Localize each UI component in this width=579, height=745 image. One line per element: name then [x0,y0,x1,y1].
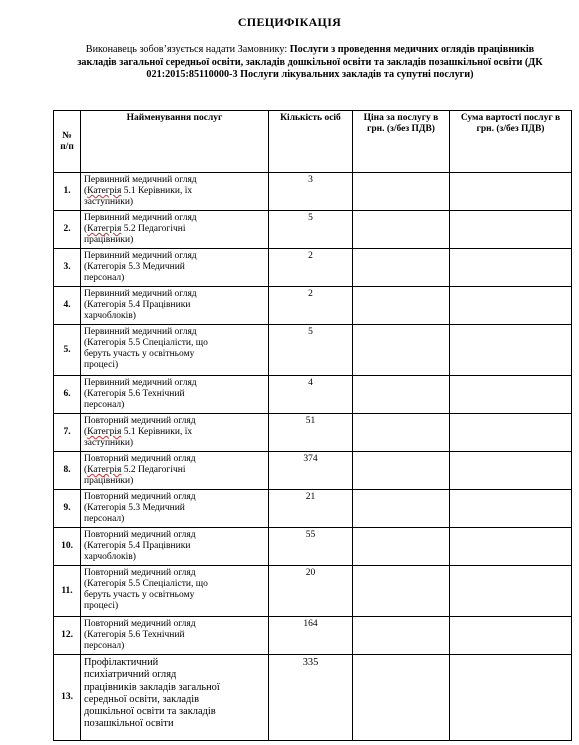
row-number: 4. [54,287,81,325]
row-sum [450,287,572,325]
service-line: Первинний медичний огляд [84,289,197,299]
service-line-text: ( [84,427,88,437]
row-quantity: 164 [269,617,353,655]
service-line: дошкільної освіти та закладів [84,706,216,718]
row-price [353,287,450,325]
row-service-name [81,528,269,566]
service-line: заступники) [84,438,134,448]
service-category-word: Категрія [87,186,122,196]
service-line: Повторний медичний огляд [84,454,196,464]
service-line [84,579,265,590]
service-line: беруть участь у освітньому [84,349,195,359]
service-line-text: 5.1 Керівники, їх [121,186,193,196]
service-line [84,503,265,514]
service-line: психіатричний огляд [84,669,177,681]
service-line: працівники) [84,235,134,245]
document-title: СПЕЦИФІКАЦІЯ [237,15,342,29]
table-row [54,566,572,617]
row-number: 13. [54,655,81,741]
row-service-name [81,490,269,528]
service-line: Первинний медичний огляд [84,213,197,223]
service-line: Профілактичний [84,657,159,668]
service-line-text: (Категорія 5.6 Технічний [84,389,185,399]
row-service-name [81,173,269,211]
service-line [84,630,265,641]
service-line [84,389,265,400]
header-qty: Кількість осіб [269,111,353,173]
service-line: Первинний медичний огляд [84,251,197,261]
row-sum [450,566,572,617]
row-sum [450,452,572,490]
row-price [353,528,450,566]
service-line-text: (Категорія 5.4 Працівники [84,300,191,310]
service-line-text: 5.1 Керівники, їх [121,427,193,437]
row-quantity: 5 [269,325,353,376]
service-category-word: Категрія [87,224,122,234]
service-line: Первинний медичний огляд [84,175,197,185]
service-line: заступники) [84,197,134,207]
row-number: 2. [54,211,81,249]
service-line-text: (Категорія 5.6 Технічний [84,630,185,640]
row-price [353,566,450,617]
header-name: Найменування послуг [81,111,269,173]
row-service-name [81,566,269,617]
service-line: Повторний медичний огляд [84,619,196,629]
service-line [84,541,265,552]
service-category-word: Категрія [87,427,122,437]
row-quantity: 2 [269,249,353,287]
header-price: Ціна за послугу в грн. (з/без ПДВ) [353,111,450,173]
service-line-text: (Категорія 5.5 Спеціалісти, що [84,338,208,348]
service-line [84,224,265,235]
service-category-word: Категрія [87,465,122,475]
service-line [84,465,265,476]
row-number: 9. [54,490,81,528]
row-quantity: 335 [269,655,353,741]
service-line: Повторний медичний огляд [84,492,196,502]
table-row [54,173,572,211]
row-service-name [81,211,269,249]
row-service-name [81,325,269,376]
intro-prefix: Виконавець зобов’язується надати Замовнику: [85,44,290,55]
row-sum [450,376,572,414]
row-quantity: 3 [269,173,353,211]
service-line: персонал) [84,514,125,524]
table-row [54,249,572,287]
service-line: процесі) [84,360,119,370]
row-service-name [81,452,269,490]
service-line: персонал) [84,641,125,651]
row-service-name [81,655,269,741]
service-line-text: 5.2 Педагогічні [121,465,186,475]
service-line [84,338,265,349]
service-line [84,300,265,311]
service-line: середньої освіти, закладів [84,693,200,705]
service-line: персонал) [84,400,125,410]
row-number: 12. [54,617,81,655]
row-sum [450,528,572,566]
row-price [353,211,450,249]
service-line-text: (Категорія 5.4 Працівники [84,541,191,551]
row-sum [450,617,572,655]
service-line: беруть участь у освітньому [84,590,195,600]
row-quantity: 51 [269,414,353,452]
service-line: процесі) [84,601,119,611]
intro-service-description: Послуги з проведення медичних оглядів працівників закладів загальної середньої освіти, закладів дошкільної освіти та закладів позашкільної освіти (ДК 021:2015:85110000-3 Послуги лікувальних закладів та супутні послуги) [77,44,543,80]
row-price [353,173,450,211]
table-row [54,655,572,741]
service-line-text: ( [84,465,88,475]
row-service-name [81,617,269,655]
service-line: персонал) [84,273,125,283]
row-number: 6. [54,376,81,414]
table-row [54,287,572,325]
row-price [353,490,450,528]
row-quantity: 5 [269,211,353,249]
service-line: Повторний медичний огляд [84,416,196,426]
service-line: Первинний медичний огляд [84,378,197,388]
row-service-name [81,376,269,414]
row-number: 8. [54,452,81,490]
table-row [54,376,572,414]
row-sum [450,211,572,249]
row-price [353,655,450,741]
specification-table [53,110,572,741]
service-line-text: ( [84,224,88,234]
row-sum [450,655,572,741]
service-line: Повторний медичний огляд [84,568,196,578]
row-price [353,452,450,490]
row-price [353,376,450,414]
service-line: працівники) [84,476,134,486]
service-line: Повторний медичний огляд [84,530,196,540]
row-number: 10. [54,528,81,566]
service-line [84,427,265,438]
row-quantity: 21 [269,490,353,528]
service-line: позашкільної освіти [84,718,174,730]
table-row [54,490,572,528]
table-row [54,452,572,490]
service-line-text: 5.2 Педагогічні [121,224,186,234]
row-quantity: 2 [269,287,353,325]
row-number: 11. [54,566,81,617]
row-quantity: 4 [269,376,353,414]
row-number: 3. [54,249,81,287]
row-quantity: 55 [269,528,353,566]
service-line-text: (Категорія 5.3 Медичний [84,262,185,272]
row-number: 7. [54,414,81,452]
row-service-name [81,287,269,325]
row-sum [450,173,572,211]
row-sum [450,325,572,376]
service-line: харчоблоків) [84,552,136,562]
row-quantity: 20 [269,566,353,617]
table-row [54,528,572,566]
service-line-text: (Категорія 5.3 Медичний [84,503,185,513]
row-quantity: 374 [269,452,353,490]
header-sum: Сума вартості послуг в грн. (з/без ПДВ) [450,111,572,173]
table-row [54,617,572,655]
row-sum [450,414,572,452]
row-sum [450,490,572,528]
row-price [353,249,450,287]
service-line: Первинний медичний огляд [84,327,197,337]
row-sum [450,249,572,287]
header-num: № п/п [54,111,81,173]
intro-paragraph [70,44,550,82]
table-row [54,325,572,376]
row-service-name [81,414,269,452]
row-price [353,414,450,452]
row-number: 1. [54,173,81,211]
row-service-name [81,249,269,287]
row-price [353,325,450,376]
service-line-text: ( [84,186,88,196]
service-line: працівників закладів загальної [84,681,220,693]
service-line-text: (Категорія 5.5 Спеціалісти, що [84,579,208,589]
row-number: 5. [54,325,81,376]
service-line [84,262,265,273]
row-price [353,617,450,655]
table-row [54,414,572,452]
service-line [84,186,265,197]
service-line: харчоблоків) [84,311,136,321]
table-row [54,211,572,249]
